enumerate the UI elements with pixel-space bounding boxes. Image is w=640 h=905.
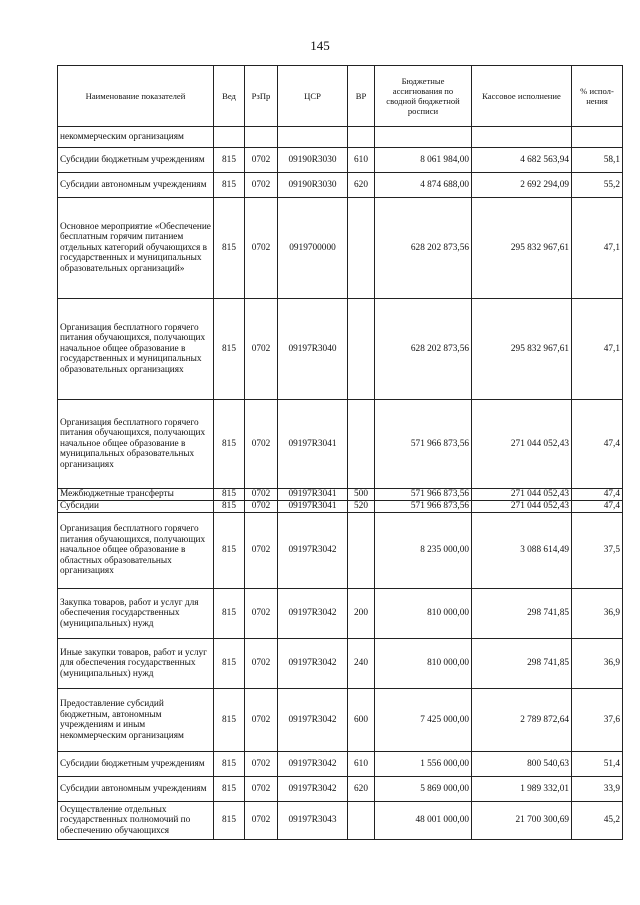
row-ved: 815	[214, 513, 245, 589]
row-assigned: 48 001 000,00	[375, 802, 472, 840]
row-csr: 09197R3042	[278, 639, 348, 689]
row-vr: 610	[348, 752, 375, 777]
row-cash: 298 741,85	[472, 589, 572, 639]
row-cash	[472, 127, 572, 148]
row-assigned: 5 869 000,00	[375, 777, 472, 802]
table-body	[58, 127, 623, 840]
row-rzpr: 0702	[245, 198, 278, 299]
row-csr: 09197R3041	[278, 489, 348, 501]
row-rzpr: 0702	[245, 299, 278, 400]
row-csr: 0919700000	[278, 198, 348, 299]
row-ved: 815	[214, 173, 245, 198]
row-assigned: 571 966 873,56	[375, 489, 472, 501]
row-pct: 58,1	[572, 148, 623, 173]
table-row	[58, 589, 623, 639]
row-vr	[348, 198, 375, 299]
row-vr	[348, 400, 375, 489]
row-cash: 4 682 563,94	[472, 148, 572, 173]
table-row	[58, 489, 623, 501]
row-cash: 2 692 294,09	[472, 173, 572, 198]
row-assigned: 628 202 873,56	[375, 299, 472, 400]
row-csr: 09197R3041	[278, 501, 348, 513]
row-csr: 09197R3042	[278, 752, 348, 777]
row-ved: 815	[214, 400, 245, 489]
row-pct: 47,1	[572, 299, 623, 400]
row-vr: 600	[348, 689, 375, 752]
row-csr: 09197R3042	[278, 513, 348, 589]
row-ved: 815	[214, 777, 245, 802]
row-csr: 09197R3041	[278, 400, 348, 489]
table-row	[58, 501, 623, 513]
row-cash: 271 044 052,43	[472, 400, 572, 489]
table-row	[58, 173, 623, 198]
header-cash: Кассовое исполнение	[472, 66, 572, 127]
table-row	[58, 689, 623, 752]
row-assigned: 628 202 873,56	[375, 198, 472, 299]
header-rzpr: РзПр	[245, 66, 278, 127]
row-csr: 09190R3030	[278, 148, 348, 173]
table-row	[58, 752, 623, 777]
row-pct: 47,1	[572, 198, 623, 299]
row-assigned: 7 425 000,00	[375, 689, 472, 752]
row-cash: 298 741,85	[472, 639, 572, 689]
table-row	[58, 148, 623, 173]
row-ved: 815	[214, 501, 245, 513]
row-name: Межбюджетные трансферты	[58, 489, 214, 501]
table-row	[58, 639, 623, 689]
row-name: Субсидии автономным учреждениям	[58, 777, 214, 802]
row-vr: 500	[348, 489, 375, 501]
row-pct: 47,4	[572, 501, 623, 513]
row-ved: 815	[214, 689, 245, 752]
row-name: Иные закупки товаров, работ и услуг для обеспечения государственных (муниципальных) нужд	[58, 639, 214, 689]
row-cash: 271 044 052,43	[472, 501, 572, 513]
row-name: Субсидии бюджетным учреждениям	[58, 148, 214, 173]
row-vr	[348, 513, 375, 589]
row-name: Субсидии бюджетным учреждениям	[58, 752, 214, 777]
row-csr: 09197R3042	[278, 777, 348, 802]
row-pct: 36,9	[572, 639, 623, 689]
row-name: Субсидии автономным учреждениям	[58, 173, 214, 198]
page-number: 145	[310, 38, 330, 53]
row-name: Организация бесплатного горячего питания обучающихся, получающих начальное общее образование в государственных и муниципальных образовательных организациях	[58, 299, 214, 400]
row-pct: 55,2	[572, 173, 623, 198]
table-row	[58, 299, 623, 400]
row-rzpr: 0702	[245, 513, 278, 589]
row-name: Организация бесплатного горячего питания обучающихся, получающих начальное общее образование в муниципальных образовательных организациях	[58, 400, 214, 489]
row-pct: 37,6	[572, 689, 623, 752]
row-assigned: 571 966 873,56	[375, 400, 472, 489]
row-vr	[348, 127, 375, 148]
row-vr	[348, 299, 375, 400]
row-csr: 09197R3042	[278, 589, 348, 639]
header-ved: Вед	[214, 66, 245, 127]
row-csr: 09197R3042	[278, 689, 348, 752]
row-ved: 815	[214, 589, 245, 639]
row-pct: 36,9	[572, 589, 623, 639]
row-assigned: 1 556 000,00	[375, 752, 472, 777]
row-name: Предоставление субсидий бюджетным, автономным учреждениям и иным некоммерческим организациям	[58, 689, 214, 752]
row-cash: 1 989 332,01	[472, 777, 572, 802]
row-pct: 33,9	[572, 777, 623, 802]
table-row	[58, 198, 623, 299]
row-ved: 815	[214, 752, 245, 777]
header-vr: ВР	[348, 66, 375, 127]
row-cash: 3 088 614,49	[472, 513, 572, 589]
table-row	[58, 777, 623, 802]
row-rzpr: 0702	[245, 148, 278, 173]
row-csr: 09197R3043	[278, 802, 348, 840]
row-rzpr: 0702	[245, 489, 278, 501]
row-ved: 815	[214, 198, 245, 299]
row-name: некоммерческим организациям	[58, 127, 214, 148]
row-rzpr: 0702	[245, 802, 278, 840]
row-vr	[348, 802, 375, 840]
row-pct	[572, 127, 623, 148]
row-name: Осуществление отдельных государственных полномочий по обеспечению обучающихся	[58, 802, 214, 840]
table-header-row	[58, 66, 623, 127]
row-rzpr: 0702	[245, 639, 278, 689]
row-pct: 47,4	[572, 489, 623, 501]
row-assigned: 810 000,00	[375, 639, 472, 689]
row-name: Закупка товаров, работ и услуг для обеспечения государственных (муниципальных) нужд	[58, 589, 214, 639]
row-vr: 520	[348, 501, 375, 513]
row-vr: 240	[348, 639, 375, 689]
row-assigned: 8 061 984,00	[375, 148, 472, 173]
row-rzpr: 0702	[245, 173, 278, 198]
row-csr: 09190R3030	[278, 173, 348, 198]
row-ved: 815	[214, 489, 245, 501]
row-cash: 295 832 967,61	[472, 198, 572, 299]
row-rzpr	[245, 127, 278, 148]
row-cash: 295 832 967,61	[472, 299, 572, 400]
row-assigned	[375, 127, 472, 148]
row-ved: 815	[214, 148, 245, 173]
row-name: Субсидии	[58, 501, 214, 513]
row-rzpr: 0702	[245, 501, 278, 513]
row-vr: 610	[348, 148, 375, 173]
row-pct: 45,2	[572, 802, 623, 840]
row-pct: 51,4	[572, 752, 623, 777]
header-pct: % испол-нения	[572, 66, 623, 127]
table-row	[58, 513, 623, 589]
row-rzpr: 0702	[245, 752, 278, 777]
row-csr	[278, 127, 348, 148]
table-row	[58, 802, 623, 840]
row-pct: 47,4	[572, 400, 623, 489]
table-row	[58, 127, 623, 148]
row-ved: 815	[214, 639, 245, 689]
row-rzpr: 0702	[245, 589, 278, 639]
row-cash: 271 044 052,43	[472, 489, 572, 501]
row-pct: 37,5	[572, 513, 623, 589]
header-name: Наименование показателей	[58, 66, 214, 127]
row-csr: 09197R3040	[278, 299, 348, 400]
row-name: Организация бесплатного горячего питания обучающихся, получающих начальное общее образование в областных образовательных организациях	[58, 513, 214, 589]
row-vr: 620	[348, 173, 375, 198]
row-cash: 2 789 872,64	[472, 689, 572, 752]
row-name: Основное мероприятие «Обеспечение бесплатным горячим питанием отдельных категорий обучающихся в государственных и муниципальных образовательных организаций»	[58, 198, 214, 299]
row-vr: 620	[348, 777, 375, 802]
row-rzpr: 0702	[245, 777, 278, 802]
header-assigned: Бюджетные ассигнования по сводной бюджетной росписи	[375, 66, 472, 127]
row-ved: 815	[214, 299, 245, 400]
row-cash: 21 700 300,69	[472, 802, 572, 840]
row-vr: 200	[348, 589, 375, 639]
row-cash: 800 540,63	[472, 752, 572, 777]
row-assigned: 810 000,00	[375, 589, 472, 639]
row-assigned: 8 235 000,00	[375, 513, 472, 589]
row-assigned: 4 874 688,00	[375, 173, 472, 198]
row-rzpr: 0702	[245, 689, 278, 752]
table-row	[58, 400, 623, 489]
budget-table	[57, 65, 623, 840]
row-ved: 815	[214, 802, 245, 840]
row-assigned: 571 966 873,56	[375, 501, 472, 513]
row-ved	[214, 127, 245, 148]
row-rzpr: 0702	[245, 400, 278, 489]
header-csr: ЦСР	[278, 66, 348, 127]
